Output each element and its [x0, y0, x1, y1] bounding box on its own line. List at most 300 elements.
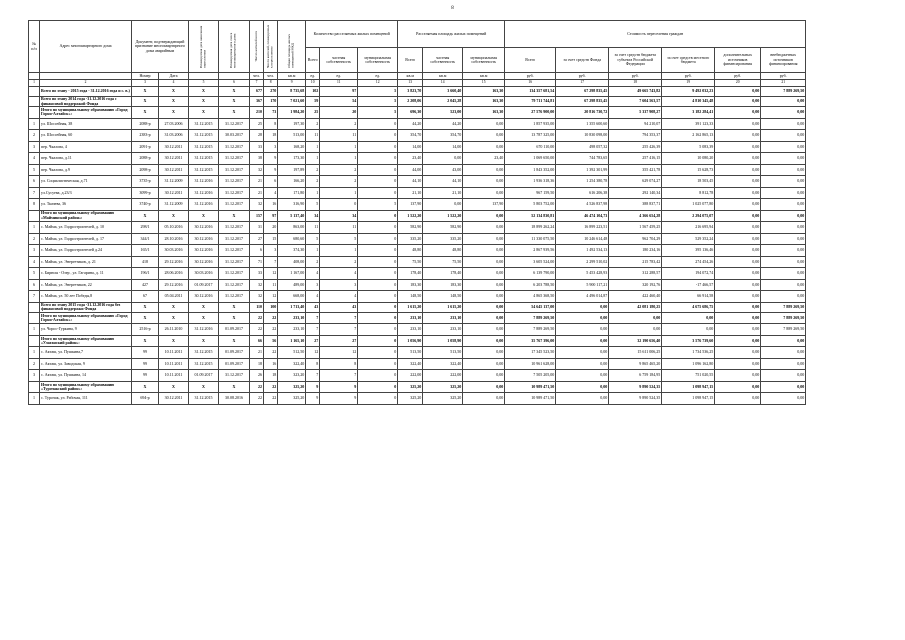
- table-cell: 1 165,10: [278, 335, 306, 347]
- unit: ед.: [320, 73, 358, 80]
- table-cell: 0,00: [715, 97, 761, 107]
- table-cell: 274 454,26: [662, 256, 715, 268]
- table-cell: 2091-р: [132, 141, 159, 153]
- table-cell: X: [132, 335, 159, 347]
- table-cell: 32: [250, 199, 264, 211]
- table-cell: 3: [320, 279, 358, 291]
- table-cell: 18: [264, 130, 278, 142]
- table-cell: 8: [29, 199, 40, 211]
- table-cell: 5 900 117,21: [556, 279, 609, 291]
- table-cell: 11: [264, 279, 278, 291]
- column-number: 18: [609, 80, 662, 87]
- table-cell: 863,00: [278, 222, 306, 234]
- table-cell: 7 889 269,50: [761, 87, 806, 97]
- table-cell: 0: [358, 335, 398, 347]
- col-rooms-total: Всего: [306, 48, 320, 73]
- table-cell: [29, 107, 40, 119]
- table-cell: 28.06.2016: [159, 268, 189, 280]
- total-row: [29, 97, 806, 107]
- table-cell: 30.12.2011: [159, 393, 189, 405]
- table-cell: 8: [320, 358, 358, 370]
- table-cell: 0,00: [715, 141, 761, 153]
- table-cell: 157: [250, 210, 264, 222]
- table-cell: 01.09.2017: [219, 358, 250, 370]
- unit: руб.: [609, 73, 662, 80]
- table-cell: 0,00: [761, 187, 806, 199]
- table-cell: 9: [264, 164, 278, 176]
- table-cell: 4: [320, 291, 358, 303]
- unit: кв.м: [278, 73, 306, 80]
- table-cell: 9: [320, 393, 358, 405]
- table-cell: 0: [358, 222, 398, 234]
- table-cell: X: [189, 381, 219, 393]
- table-cell: 4: [264, 187, 278, 199]
- table-cell: 31.12.2017: [219, 199, 250, 211]
- table-cell: 32 190 656,40: [609, 335, 662, 347]
- table-cell: 233,10: [278, 324, 306, 336]
- table-cell: 1 522,20: [423, 210, 463, 222]
- table-cell: 20 816 730,72: [556, 107, 609, 119]
- table-cell: X: [189, 97, 219, 107]
- table-cell: 323,20: [278, 370, 306, 382]
- table-cell: 16: [264, 199, 278, 211]
- table-cell: 171,80: [278, 187, 306, 199]
- table-cell: 335,20: [423, 233, 463, 245]
- table-cell: 2: [320, 176, 358, 188]
- table-cell: 0,00: [715, 245, 761, 257]
- table-cell: 222,00: [423, 370, 463, 382]
- table-cell: 1 098 947,15: [662, 381, 715, 393]
- table-cell: 31.12.2017: [219, 245, 250, 257]
- table-cell: 7: [264, 256, 278, 268]
- table-cell: 325,20: [278, 381, 306, 393]
- table-cell: 0,00: [761, 347, 806, 359]
- table-row: [29, 370, 806, 382]
- table-cell: 173,30: [278, 153, 306, 165]
- table-cell: 10.11.2011: [159, 358, 189, 370]
- column-number: 13: [398, 80, 423, 87]
- table-cell: 05.04.2011: [159, 291, 189, 303]
- header-row-units: [29, 73, 806, 80]
- table-cell: 21: [250, 176, 264, 188]
- table-cell: 3 182 284,41: [662, 107, 715, 119]
- table-cell: 7: [320, 324, 358, 336]
- table-cell: 178,40: [423, 268, 463, 280]
- table-cell: 2 162 865,13: [662, 130, 715, 142]
- table-cell: 73: [264, 107, 278, 119]
- table-cell: 27: [250, 233, 264, 245]
- table-cell: 22: [264, 312, 278, 324]
- table-cell: 0,00: [463, 324, 505, 336]
- table-cell: 11 330 075,50: [505, 233, 556, 245]
- table-cell: 11: [320, 130, 358, 142]
- table-cell: 7 021,60: [278, 97, 306, 107]
- table-cell: X: [159, 302, 189, 312]
- table-cell: 2: [306, 256, 320, 268]
- table-cell: 367: [250, 97, 264, 107]
- unit: ед.: [358, 73, 398, 80]
- total-row: [29, 87, 806, 97]
- table-cell: 0,00: [463, 176, 505, 188]
- table-cell: 75,50: [398, 256, 423, 268]
- table-cell: 29.12.2016: [159, 256, 189, 268]
- table-cell: 1 025 077,80: [662, 199, 715, 211]
- table-cell: 0,00: [463, 245, 505, 257]
- address-cell: ул. Шоссейная, 38: [40, 118, 132, 130]
- table-cell: 1 857 935,00: [505, 118, 556, 130]
- table-cell: 3740-р: [132, 199, 159, 211]
- table-cell: 0,00: [715, 358, 761, 370]
- table-cell: 100: [264, 302, 278, 312]
- table-cell: 629 074,27: [609, 176, 662, 188]
- table-cell: 5 137,40: [278, 210, 306, 222]
- table-cell: 31.12.2016: [189, 187, 219, 199]
- table-cell: 0: [358, 324, 398, 336]
- table-cell: X: [189, 335, 219, 347]
- table-cell: 210: [250, 107, 264, 119]
- table-cell: 582,90: [423, 222, 463, 234]
- table-cell: 0,00: [463, 393, 505, 405]
- table-cell: 0: [358, 187, 398, 199]
- table-cell: 31.12.2017: [219, 370, 250, 382]
- table-cell: 3 823,70: [398, 87, 423, 97]
- table-cell: 0,00: [556, 358, 609, 370]
- address-cell: Итого по муниципальному образованию «Майминский район»:: [40, 210, 132, 222]
- table-cell: 0,00: [463, 312, 505, 324]
- table-cell: 163,30: [463, 107, 505, 119]
- table-cell: 6: [29, 176, 40, 188]
- table-cell: 0,00: [463, 302, 505, 312]
- table-cell: 25: [306, 107, 320, 119]
- table-cell: 0,00: [715, 370, 761, 382]
- table-cell: 30.12.2011: [159, 141, 189, 153]
- table-cell: 38: [250, 153, 264, 165]
- table-cell: 5: [358, 97, 398, 107]
- table-cell: 582,90: [398, 222, 423, 234]
- table-cell: 34: [320, 210, 358, 222]
- column-number: 7: [250, 80, 264, 87]
- address-cell: с. Майма, ул. Энергетиков, д. 21: [40, 256, 132, 268]
- table-cell: 29.12.2016: [159, 279, 189, 291]
- table-cell: 0,00: [715, 130, 761, 142]
- table-cell: 0,00: [715, 393, 761, 405]
- table-cell: 31.12.2017: [219, 279, 250, 291]
- table-cell: 10 989 471,50: [505, 393, 556, 405]
- table-cell: 3: [29, 370, 40, 382]
- table-cell: 5 453 428,93: [556, 268, 609, 280]
- table-cell: 22: [250, 324, 264, 336]
- table-cell: 0,00: [463, 210, 505, 222]
- table-cell: 1: [29, 118, 40, 130]
- table-cell: 0,00: [761, 107, 806, 119]
- col-doc-no: Номер: [132, 73, 159, 80]
- table-cell: 0,00: [761, 291, 806, 303]
- table-cell: 9: [264, 153, 278, 165]
- table-cell: 44,10: [423, 176, 463, 188]
- table-cell: X: [219, 312, 250, 324]
- column-number: 2: [40, 80, 132, 87]
- table-cell: 668,00: [278, 291, 306, 303]
- table-cell: 325,20: [423, 393, 463, 405]
- table-cell: 9 865 465,20: [609, 358, 662, 370]
- table-cell: 11: [306, 222, 320, 234]
- table-cell: X: [189, 312, 219, 324]
- table-cell: 28: [250, 130, 264, 142]
- table-cell: 0: [358, 347, 398, 359]
- table-cell: 1 355 600,60: [556, 118, 609, 130]
- col-residents-plan: Число жителей, планируемых к переселению: [264, 21, 278, 73]
- address-cell: с. Майма, ул. 50 лет Победы,8: [40, 291, 132, 303]
- table-row: [29, 199, 806, 211]
- table-cell: 31.12.2017: [219, 256, 250, 268]
- table-row: [29, 130, 806, 142]
- table-cell: 257 416,15: [609, 153, 662, 165]
- col-area-group: Расселяемая площадь жилых помещений: [398, 21, 505, 48]
- col-doc-date: Дата: [159, 73, 189, 80]
- table-cell: 30.12.2016: [189, 222, 219, 234]
- table-cell: 794 353,37: [609, 130, 662, 142]
- table-cell: 6 139 790,00: [505, 268, 556, 280]
- table-cell: 427: [132, 279, 159, 291]
- table-cell: 489,00: [278, 279, 306, 291]
- table-cell: 5: [306, 233, 320, 245]
- table-cell: 30.03.2017: [219, 130, 250, 142]
- table-cell: 0,00: [463, 268, 505, 280]
- table-cell: 31.12.2015: [189, 153, 219, 165]
- address-cell: ул. Чорос-Гуркина, 9: [40, 324, 132, 336]
- table-cell: 0: [358, 245, 398, 257]
- table-cell: 99: [132, 358, 159, 370]
- column-number: 3: [132, 80, 159, 87]
- table-cell: 322,40: [278, 358, 306, 370]
- address-cell: Итого по муниципальному образованию «Город Горно-Алтайск»:: [40, 107, 132, 119]
- table-cell: 59: [306, 97, 320, 107]
- table-cell: 1 713,40: [278, 302, 306, 312]
- table-cell: 962 704,29: [609, 233, 662, 245]
- table-cell: 43: [320, 302, 358, 312]
- table-cell: X: [189, 107, 219, 119]
- table-cell: 0: [358, 210, 398, 222]
- table-cell: 3: [264, 141, 278, 153]
- table-cell: 22: [264, 381, 278, 393]
- table-cell: 43,00: [423, 164, 463, 176]
- table-cell: 31.12.2009: [159, 176, 189, 188]
- table-cell: 2: [306, 118, 320, 130]
- table-cell: 696,30: [398, 107, 423, 119]
- table-cell: 18: [264, 370, 278, 382]
- subtotal-row: [29, 335, 806, 347]
- col-rooms-private: частная собственность: [320, 48, 358, 73]
- table-cell: 4: [306, 268, 320, 280]
- table-cell: 0,00: [715, 87, 761, 97]
- column-number: 19: [662, 80, 715, 87]
- table-cell: 2: [320, 164, 358, 176]
- table-cell: 32: [250, 279, 264, 291]
- table-row: [29, 164, 806, 176]
- address-cell: пер. Чкалова, д.11: [40, 153, 132, 165]
- table-cell: 670 110,00: [505, 141, 556, 153]
- column-number: 11: [320, 80, 358, 87]
- table-cell: 7 889 269,50: [761, 324, 806, 336]
- table-cell: 0,00: [715, 381, 761, 393]
- table-cell: 9 890 524,35: [609, 381, 662, 393]
- table-cell: 10.11.2011: [159, 347, 189, 359]
- table-cell: 9: [306, 393, 320, 405]
- table-cell: 22: [250, 393, 264, 405]
- table-cell: 31.12.2017: [219, 233, 250, 245]
- table-cell: 97: [264, 210, 278, 222]
- table-cell: 3 576 739,60: [662, 335, 715, 347]
- table-cell: 0: [358, 176, 398, 188]
- table-cell: 7: [306, 312, 320, 324]
- table-cell: 5: [358, 87, 398, 97]
- table-cell: 7: [306, 324, 320, 336]
- table-cell: 3099-р: [132, 187, 159, 199]
- table-cell: 325,20: [278, 393, 306, 405]
- table-cell: 5 337 908,27: [609, 107, 662, 119]
- column-number: 21: [761, 80, 806, 87]
- table-cell: 6: [264, 176, 278, 188]
- unit: кв.м: [423, 73, 463, 80]
- table-cell: 2516-р: [132, 324, 159, 336]
- table-cell: 48,80: [423, 245, 463, 257]
- subtotal-row: [29, 210, 806, 222]
- table-cell: 335,20: [398, 233, 423, 245]
- table-cell: X: [219, 107, 250, 119]
- table-cell: 52 134 830,81: [505, 210, 556, 222]
- column-number-row: [29, 80, 806, 87]
- table-cell: 422 460,40: [609, 291, 662, 303]
- address-cell: с. Турочак, ул. Рабочая, 111: [40, 393, 132, 405]
- col-cost-total: Всего: [505, 48, 556, 73]
- table-cell: 1 098 947,15: [662, 393, 715, 405]
- column-number: 4: [159, 80, 189, 87]
- column-number: 14: [423, 80, 463, 87]
- table-cell: 0,00: [423, 199, 463, 211]
- table-cell: 31.12.2016: [189, 176, 219, 188]
- table-row: [29, 358, 806, 370]
- table-cell: [29, 381, 40, 393]
- table-cell: 7: [29, 291, 40, 303]
- table-cell: 222,00: [398, 370, 423, 382]
- table-cell: 0: [358, 358, 398, 370]
- table-cell: 15 611 006,25: [609, 347, 662, 359]
- address-cell: пер. Чкалова, 4: [40, 141, 132, 153]
- table-cell: 12: [264, 268, 278, 280]
- table-cell: 0: [358, 381, 398, 393]
- table-cell: 0: [358, 164, 398, 176]
- table-cell: 31.03.2006: [159, 130, 189, 142]
- table-cell: 21: [250, 347, 264, 359]
- table-cell: X: [159, 381, 189, 393]
- table-cell: 14,00: [398, 141, 423, 153]
- table-cell: 1: [320, 141, 358, 153]
- table-cell: 20: [320, 107, 358, 119]
- table-cell: 18: [250, 358, 264, 370]
- table-cell: 7 604 563,57: [609, 97, 662, 107]
- table-cell: 99: [132, 347, 159, 359]
- table-cell: 183,30: [423, 279, 463, 291]
- col-residents: Число жителей всего: [250, 21, 264, 73]
- table-row: [29, 393, 806, 405]
- table-cell: 12: [306, 347, 320, 359]
- table-cell: 0,00: [463, 370, 505, 382]
- table-cell: [29, 87, 40, 97]
- table-row: [29, 176, 806, 188]
- table-cell: 33: [250, 141, 264, 153]
- table-cell: 0,00: [761, 256, 806, 268]
- table-cell: [29, 97, 40, 107]
- table-cell: 31.12.2015: [189, 130, 219, 142]
- table-cell: 0,00: [609, 324, 662, 336]
- table-cell: 27.03.2006: [159, 118, 189, 130]
- table-cell: 6 203 788,50: [505, 279, 556, 291]
- table-row: [29, 153, 806, 165]
- table-cell: 0: [358, 141, 398, 153]
- col-rooms-group: Количество расселяемых жилых помещений: [306, 21, 398, 48]
- table-cell: X: [132, 97, 159, 107]
- table-cell: 2 208,06: [398, 97, 423, 107]
- table-cell: [29, 335, 40, 347]
- table-cell: 1 254 380,78: [556, 176, 609, 188]
- table-cell: X: [219, 302, 250, 312]
- table-cell: 233,10: [278, 312, 306, 324]
- table-cell: 4 810 345,48: [662, 97, 715, 107]
- table-cell: 0,00: [761, 268, 806, 280]
- table-cell: 322,40: [398, 358, 423, 370]
- table-cell: 8: [306, 358, 320, 370]
- table-row: [29, 233, 806, 245]
- table-cell: X: [219, 87, 250, 97]
- table-cell: 163,30: [463, 87, 505, 97]
- table-row: [29, 245, 806, 257]
- table-cell: 32: [250, 164, 264, 176]
- table-row: [29, 141, 806, 153]
- table-cell: 233,10: [398, 312, 423, 324]
- table-cell: 529 352,24: [662, 233, 715, 245]
- table-cell: 0,00: [761, 199, 806, 211]
- col-cost-extra-fin: внебюджетных источников финансирования: [761, 48, 806, 73]
- table-cell: 0,00: [761, 97, 806, 107]
- table-cell: 0,00: [715, 199, 761, 211]
- table-cell: 298/1: [132, 222, 159, 234]
- table-cell: 31.12.2017: [219, 176, 250, 188]
- unit: руб.: [505, 73, 556, 80]
- table-cell: 2: [320, 118, 358, 130]
- unit: кв.м: [398, 73, 423, 80]
- table-cell: 1 492 534,13: [556, 245, 609, 257]
- table-cell: 22: [250, 381, 264, 393]
- table-cell: 13 787 325,00: [505, 130, 556, 142]
- table-cell: 1: [306, 141, 320, 153]
- col-address: Адрес многоквартирного дома: [40, 21, 132, 73]
- table-cell: 197,30: [278, 118, 306, 130]
- column-number: 20: [715, 80, 761, 87]
- table-cell: 10 246 614,48: [556, 233, 609, 245]
- table-cell: 01.09.2017: [219, 347, 250, 359]
- table-cell: 10 080,20: [662, 153, 715, 165]
- table-cell: 7 889 269,50: [505, 312, 556, 324]
- table-cell: 01.09.2017: [189, 279, 219, 291]
- unit: руб.: [715, 73, 761, 80]
- table-cell: 0,00: [715, 153, 761, 165]
- table-cell: 168,20: [278, 141, 306, 153]
- table-cell: 3: [264, 245, 278, 257]
- table-cell: 30.03.2016: [159, 245, 189, 257]
- col-cost-region: за счет средств бюджета субъекта Российской Федерации: [609, 48, 662, 73]
- table-cell: 31.12.2017: [219, 153, 250, 165]
- table-cell: 7: [320, 370, 358, 382]
